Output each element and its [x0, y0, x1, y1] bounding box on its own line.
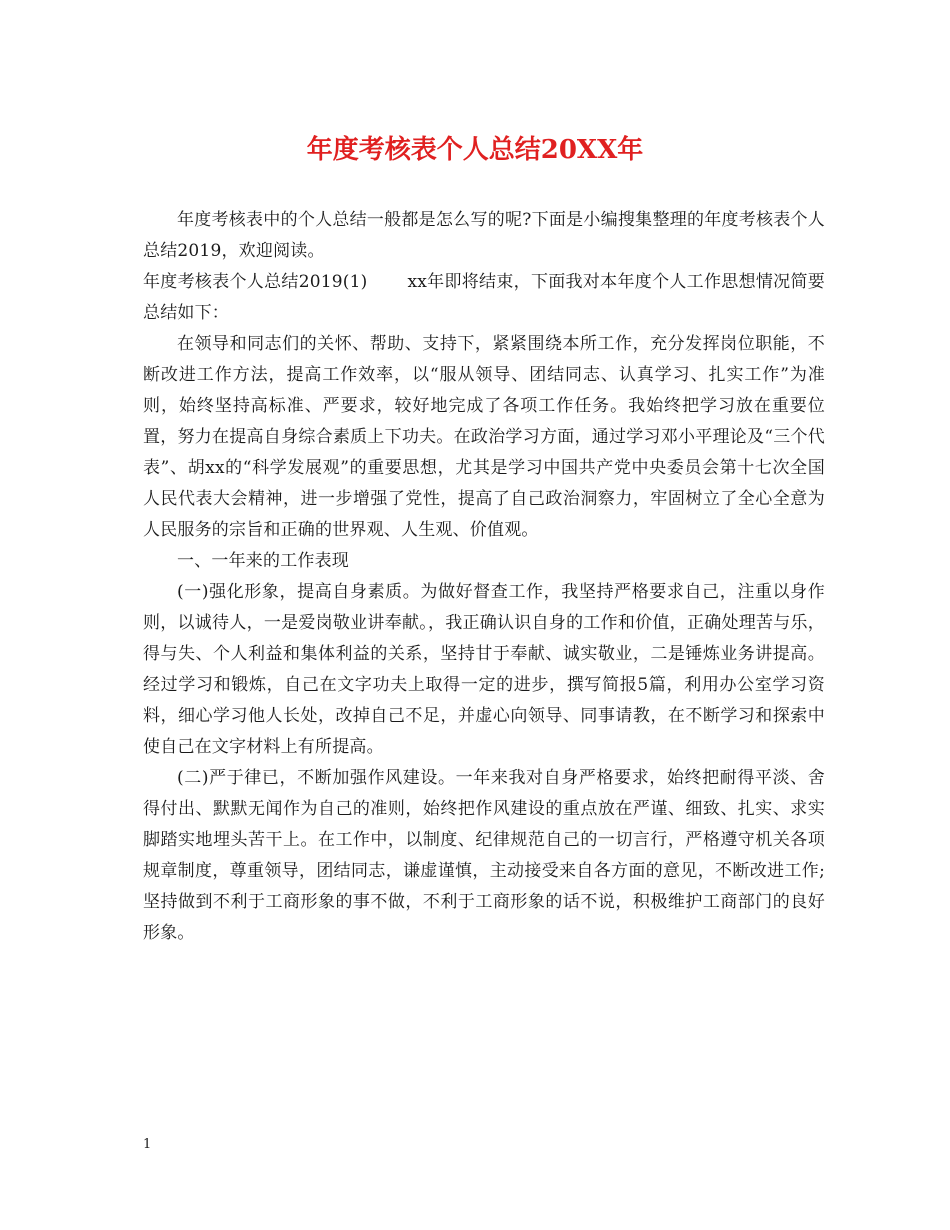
subheading-work-performance: 一、一年来的工作表现 — [177, 551, 349, 571]
section-heading-text: xx年即将结束，下面我对本年度个人工作思想情况简要总结如下： — [143, 272, 825, 323]
section-heading-paragraph — [143, 267, 825, 329]
page-number: 1 — [143, 1137, 152, 1152]
document-body — [143, 205, 825, 949]
section-heading-prefix: 年度考核表个人总结2019(1) — [143, 272, 368, 292]
intro-paragraph: 年度考核表中的个人总结一般都是怎么写的呢?下面是小编搜集整理的年度考核表个人总结2019，欢迎阅读。 — [143, 210, 825, 261]
body-paragraph-2: (一)强化形象，提高自身素质。为做好督查工作，我坚持严格要求自己，注重以身作则，以诚待人，一是爱岗敬业讲奉献。，我正确认识自身的工作和价值，正确处理苦与乐，得与失、个人利益和集体利益的关系，坚持甘于奉献、诚实敬业，二是锤炼业务讲提高。经过学习和锻炼，自己在文字功夫上取得一定的进步，撰写简报5篇，利用办公室学习资料，细心学习他人长处，改掉自己不足，并虚心向领导、同事请教，在不断学习和探索中使自己在文字材料上有所提高。 — [143, 582, 825, 757]
body-paragraph-1: 在领导和同志们的关怀、帮助、支持下，紧紧围绕本所工作，充分发挥岗位职能，不断改进工作方法，提高工作效率，以“服从领导、团结同志、认真学习、扎实工作”为准则，始终坚持高标准、严要求，较好地完成了各项工作任务。我始终把学习放在重要位置，努力在提高自身综合素质上下功夫。在政治学习方面，通过学习邓小平理论及“三个代表”、胡xx的“科学发展观”的重要思想，尤其是学习中国共产党中央委员会第十七次全国人民代表大会精神，进一步增强了党性，提高了自己政治洞察力，牢固树立了全心全意为人民服务的宗旨和正确的世界观、人生观、价值观。 — [143, 334, 825, 540]
body-paragraph-3: (二)严于律已，不断加强作风建设。一年来我对自身严格要求，始终把耐得平淡、舍得付出、默默无闻作为自己的准则，始终把作风建设的重点放在严谨、细致、扎实、求实脚踏实地埋头苦干上。在工作中，以制度、纪律规范自己的一切言行，严格遵守机关各项规章制度，尊重领导，团结同志，谦虚谨慎，主动接受来自各方面的意见，不断改进工作;坚持做到不利于工商形象的事不做，不利于工商形象的话不说，积极维护工商部门的良好形象。 — [143, 768, 825, 943]
document-title: 年度考核表个人总结20XX年 — [306, 135, 644, 165]
